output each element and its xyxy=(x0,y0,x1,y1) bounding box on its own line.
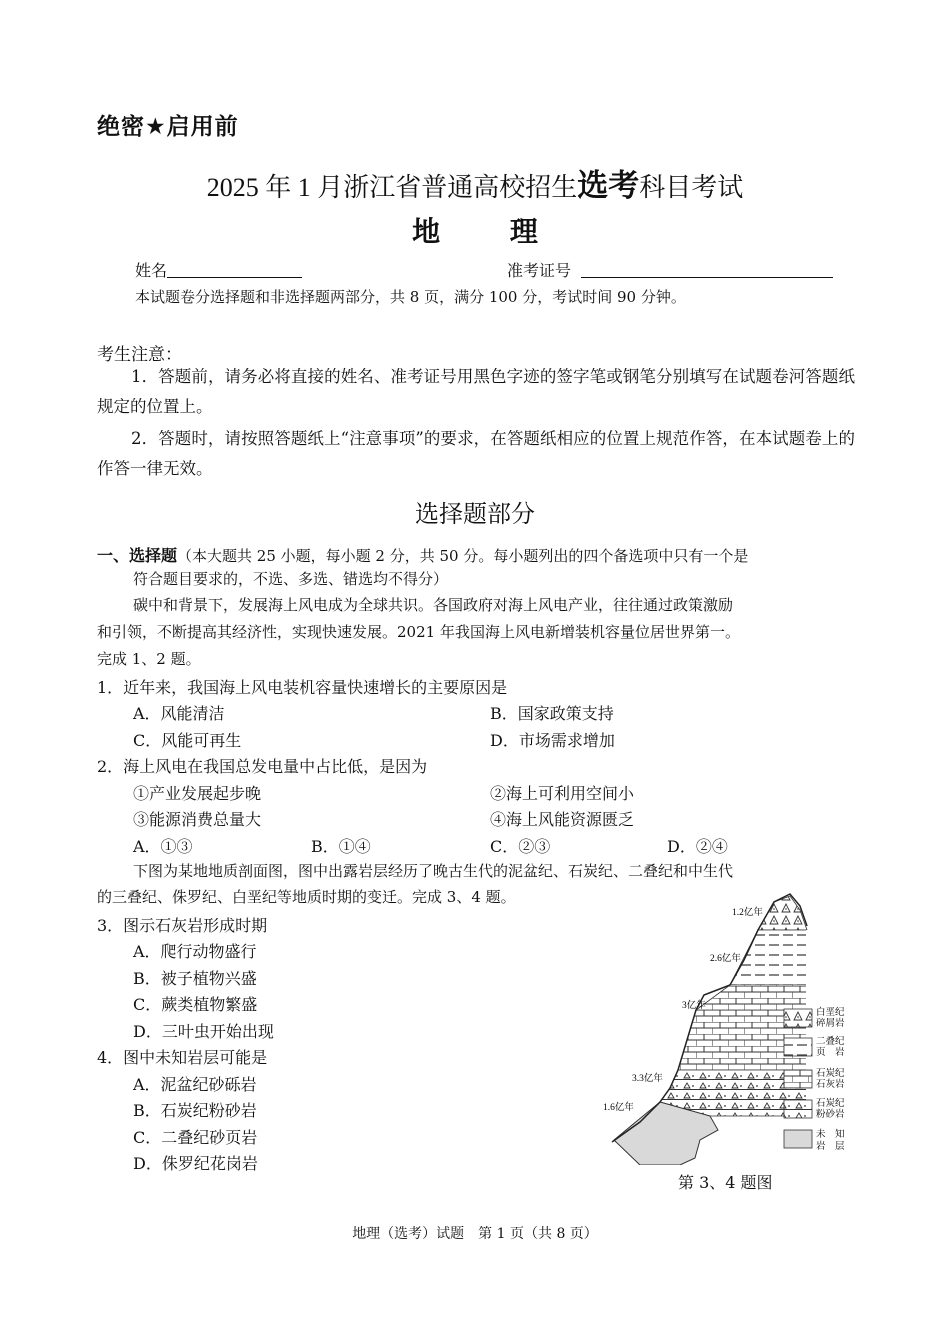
q1-option-a[interactable]: A．风能清洁 xyxy=(133,704,225,723)
age-label: 1.6亿年 xyxy=(603,1103,634,1113)
q1-option-c[interactable]: C．风能可再生 xyxy=(133,731,242,750)
q2-option-b[interactable]: B．①④ xyxy=(311,837,371,856)
age-label: 3.3亿年 xyxy=(632,1074,663,1084)
figure-caption: 第 3、4 题图 xyxy=(678,1173,773,1192)
legend-label: 粉砂岩 xyxy=(816,1110,845,1120)
q1-option-d[interactable]: D．市场需求增加 xyxy=(490,731,615,750)
page-footer: 地理（选考）试题 第 1 页（共 8 页） xyxy=(352,1226,598,1242)
legend-swatch xyxy=(784,1038,812,1056)
q2-statement-2: ②海上可利用空间小 xyxy=(490,784,635,803)
q2-statement-4: ④海上风能资源匮乏 xyxy=(490,810,635,829)
notice-title: 考生注意： xyxy=(97,345,182,365)
legend-label: 岩 层 xyxy=(816,1142,845,1152)
subject-title: 地 理 xyxy=(412,215,538,248)
q2-stem: 2．海上风电在我国总发电量中占比低，是因为 xyxy=(97,757,428,776)
id-blank[interactable] xyxy=(581,261,833,278)
notice-item-1: 1．答题前，请务必将直接的姓名、准考证号用黑色字迹的签字笔或钢笔分别填写在试题卷河答题纸规定的位置上。 xyxy=(97,367,855,416)
exam-title xyxy=(0,160,950,205)
q4-option-d[interactable]: D．侏罗纪花岗岩 xyxy=(133,1154,258,1173)
notice-item-2: 2．答题时，请按照答题纸上“注意事项”的要求，在答题纸相应的位置上规范作答，在本试题卷上的作答一律无效。 xyxy=(97,429,855,478)
q3-option-d[interactable]: D．三叶虫开始出现 xyxy=(133,1022,274,1041)
legend-swatch xyxy=(784,1070,812,1088)
q4-option-b[interactable]: B．石炭纪粉砂岩 xyxy=(133,1101,257,1120)
material2-line1: 下图为某地地质剖面图，图中出露岩层经历了晚古生代的泥盆纪、石炭纪、二叠纪和中生代 xyxy=(133,862,734,880)
part1-desc-cont: 符合题目要求的，不选、多选、错选均不得分） xyxy=(133,570,449,588)
legend-label: 二叠纪 xyxy=(816,1037,845,1047)
q2-option-a[interactable]: A．①③ xyxy=(133,837,193,856)
part1-label: 一、选择题 xyxy=(97,546,178,565)
title-pre: 2025 年 1 月浙江省普通高校招生 xyxy=(206,173,578,202)
intro-text: 本试题卷分选择题和非选择题两部分，共 8 页，满分 100 分，考试时间 90 分钟。 xyxy=(135,288,686,306)
q4-option-c[interactable]: C．二叠纪砂页岩 xyxy=(133,1128,258,1147)
material2-line2: 的三叠纪、侏罗纪、白垩纪等地质时期的变迁。完成 3、4 题。 xyxy=(97,888,516,906)
q3-option-b[interactable]: B．被子植物兴盛 xyxy=(133,969,257,988)
legend-label: 碎屑岩 xyxy=(816,1019,845,1029)
q2-option-d[interactable]: D．②④ xyxy=(667,837,728,856)
legend-label: 石炭纪 xyxy=(816,1099,845,1109)
name-blank[interactable] xyxy=(167,261,302,278)
q3-stem: 3．图示石灰岩形成时期 xyxy=(97,916,268,935)
material1-line3: 完成 1、2 题。 xyxy=(97,650,201,668)
q1-stem: 1．近年来，我国海上风电装机容量快速增长的主要原因是 xyxy=(97,678,508,697)
legend-swatch xyxy=(784,1130,812,1148)
id-field[interactable] xyxy=(507,258,833,281)
part1-desc: （本大题共 25 小题，每小题 2 分，共 50 分。每小题列出的四个备选项中只有一个是 xyxy=(177,547,749,565)
age-label: 1.2亿年 xyxy=(732,908,763,918)
q3-option-a[interactable]: A．爬行动物盛行 xyxy=(133,942,257,961)
material1-line1: 碳中和背景下，发展海上风电成为全球共识。各国政府对海上风电产业，往往通过政策激励 xyxy=(133,596,734,614)
geologic-section-figure xyxy=(600,890,860,1165)
legend-label: 白垩纪 xyxy=(816,1008,845,1018)
age-label: 3亿年 xyxy=(682,1001,706,1011)
legend-swatch xyxy=(784,1100,812,1118)
title-post: 科目考试 xyxy=(639,173,744,202)
legend-swatch xyxy=(784,1009,812,1027)
permian-shale-layer xyxy=(730,930,807,985)
part1-heading xyxy=(97,542,748,570)
material1-line2: 和引领，不断提高其经济性，实现快速发展。2021 年我国海上风电新增装机容量位居世界第一。 xyxy=(97,623,740,641)
name-field[interactable] xyxy=(135,258,302,281)
q2-statement-3: ③能源消费总量大 xyxy=(133,810,262,829)
secret-mark: 绝密★启用前 xyxy=(97,114,239,140)
q2-statement-1: ①产业发展起步晚 xyxy=(133,784,262,803)
legend-label: 石炭纪 xyxy=(816,1069,845,1079)
legend-label: 页 岩 xyxy=(816,1048,845,1058)
id-label: 准考证号 xyxy=(507,261,572,280)
cretaceous-clastic-layer xyxy=(758,896,807,930)
legend-label: 石灰岩 xyxy=(816,1080,845,1090)
name-label: 姓名 xyxy=(135,261,168,280)
q1-option-b[interactable]: B．国家政策支持 xyxy=(490,704,614,723)
q2-option-c[interactable]: C．②③ xyxy=(490,837,551,856)
q3-option-c[interactable]: C．蕨类植物繁盛 xyxy=(133,995,258,1014)
title-emphasis: 选考 xyxy=(577,168,640,204)
q4-stem: 4．图中未知岩层可能是 xyxy=(97,1048,268,1067)
age-label: 2.6亿年 xyxy=(710,954,741,964)
q4-option-a[interactable]: A．泥盆纪砂砾岩 xyxy=(133,1075,257,1094)
section-title: 选择题部分 xyxy=(415,500,535,528)
legend-label: 未 知 xyxy=(816,1130,845,1140)
